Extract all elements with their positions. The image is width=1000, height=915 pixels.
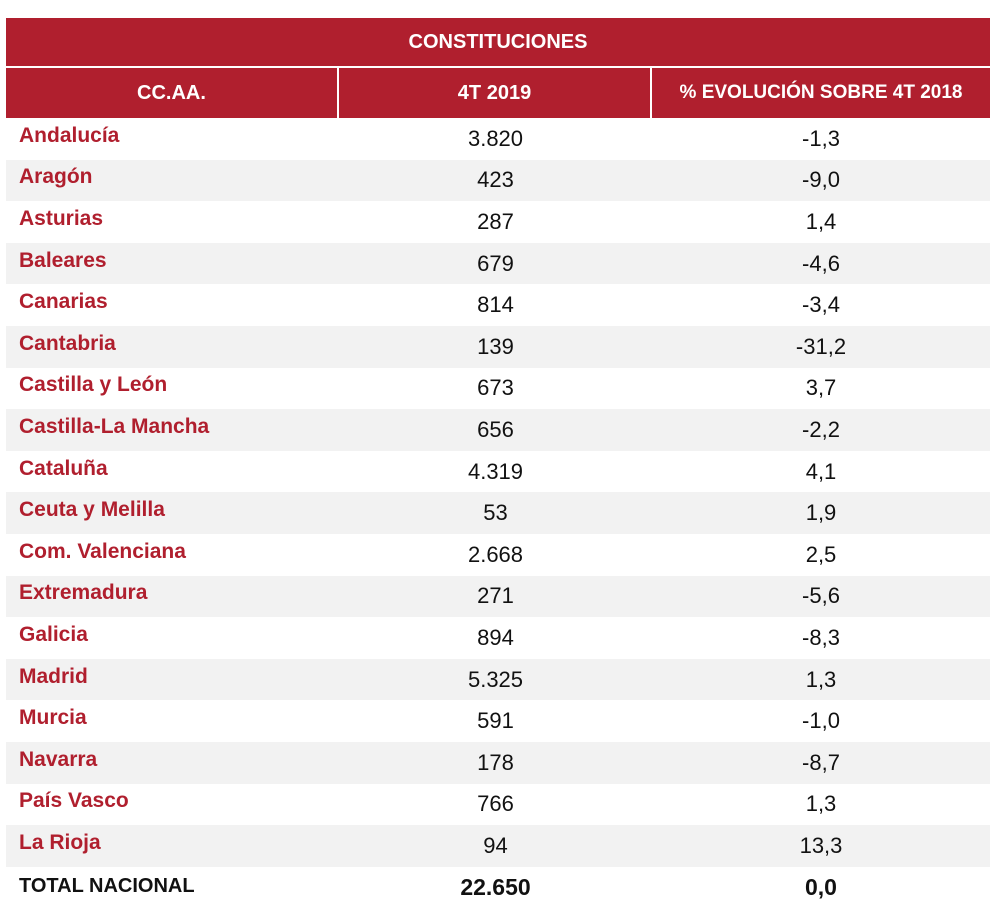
table-row xyxy=(6,784,990,826)
evolution-cell: -31,2 xyxy=(795,333,847,359)
table-row xyxy=(6,201,990,243)
value-cell: 894 xyxy=(477,624,514,650)
region-cell: Castilla y León xyxy=(19,373,168,397)
region-cell: Castilla-La Mancha xyxy=(19,414,210,438)
value-cell: 814 xyxy=(477,292,514,318)
region-cell: Canarias xyxy=(19,290,108,314)
value-cell: 679 xyxy=(477,250,514,276)
table-row xyxy=(6,284,990,326)
table-row xyxy=(6,617,990,659)
region-cell: Navarra xyxy=(19,747,98,771)
region-cell: Extremadura xyxy=(19,581,148,605)
region-cell: Andalucía xyxy=(19,123,120,147)
table-row xyxy=(6,409,990,451)
total-row xyxy=(6,867,990,909)
evolution-cell: -5,6 xyxy=(802,583,840,609)
table-row xyxy=(6,243,990,285)
region-cell: Ceuta y Melilla xyxy=(19,498,165,522)
value-cell: 3.820 xyxy=(467,125,524,151)
evolution-cell: 13,3 xyxy=(799,832,843,858)
value-cell: 591 xyxy=(477,708,514,734)
evolution-cell: -8,3 xyxy=(802,624,840,650)
region-cell: Aragón xyxy=(19,165,93,189)
total-label: TOTAL NACIONAL xyxy=(19,874,195,897)
table-row xyxy=(6,492,990,534)
value-cell: 139 xyxy=(477,333,514,359)
total-evolution: 0,0 xyxy=(805,873,837,900)
column-header-4t-2019: 4T 2019 xyxy=(339,68,652,118)
evolution-cell: 2,5 xyxy=(805,541,837,567)
value-cell: 287 xyxy=(477,208,514,234)
evolution-cell: 4,1 xyxy=(805,458,837,484)
region-cell: País Vasco xyxy=(19,789,129,813)
value-cell: 4.319 xyxy=(467,458,524,484)
table-row xyxy=(6,700,990,742)
region-cell: Murcia xyxy=(19,706,87,730)
evolution-cell: -8,7 xyxy=(802,749,840,775)
region-cell: Com. Valenciana xyxy=(19,539,186,563)
evolution-cell: -3,4 xyxy=(802,292,840,318)
table-row xyxy=(6,825,990,867)
evolution-cell: 1,3 xyxy=(805,791,837,817)
value-cell: 178 xyxy=(477,749,514,775)
evolution-cell: -1,3 xyxy=(802,125,840,151)
constituciones-table xyxy=(6,18,990,908)
evolution-cell: 1,3 xyxy=(805,666,837,692)
table-row xyxy=(6,451,990,493)
region-cell: Cataluña xyxy=(19,456,108,480)
table-row xyxy=(6,160,990,202)
table-row xyxy=(6,326,990,368)
region-cell: La Rioja xyxy=(19,830,101,854)
evolution-cell: -2,2 xyxy=(802,416,840,442)
evolution-cell: -4,6 xyxy=(802,250,840,276)
table-row xyxy=(6,742,990,784)
region-cell: Madrid xyxy=(19,664,88,688)
evolution-cell: -9,0 xyxy=(802,167,840,193)
region-cell: Asturias xyxy=(19,206,104,230)
value-cell: 5.325 xyxy=(467,666,524,692)
table-row xyxy=(6,534,990,576)
table-title-label: CONSTITUCIONES xyxy=(408,30,588,53)
region-cell: Cantabria xyxy=(19,331,116,355)
value-cell: 673 xyxy=(477,375,514,401)
value-cell: 766 xyxy=(477,791,514,817)
value-cell: 423 xyxy=(477,167,514,193)
value-cell: 656 xyxy=(477,416,514,442)
evolution-cell: 3,7 xyxy=(805,375,837,401)
table-row xyxy=(6,118,990,160)
table-row xyxy=(6,368,990,410)
evolution-cell: 1,4 xyxy=(805,208,837,234)
value-cell: 53 xyxy=(483,500,508,526)
evolution-cell: 1,9 xyxy=(805,500,837,526)
column-header-region: CC.AA. xyxy=(6,68,339,118)
table-row xyxy=(6,576,990,618)
total-value: 22.650 xyxy=(460,873,531,900)
column-header-evolution: % EVOLUCIÓN SOBRE 4T 2018 xyxy=(679,82,963,103)
table-body xyxy=(6,118,990,908)
region-cell: Galicia xyxy=(19,622,88,646)
evolution-cell: -1,0 xyxy=(802,708,840,734)
value-cell: 271 xyxy=(477,583,514,609)
table-title xyxy=(6,18,990,68)
region-cell: Baleares xyxy=(19,248,107,272)
value-cell: 2.668 xyxy=(467,541,524,567)
column-header-row xyxy=(6,68,990,118)
table-row xyxy=(6,659,990,701)
value-cell: 94 xyxy=(483,832,508,858)
